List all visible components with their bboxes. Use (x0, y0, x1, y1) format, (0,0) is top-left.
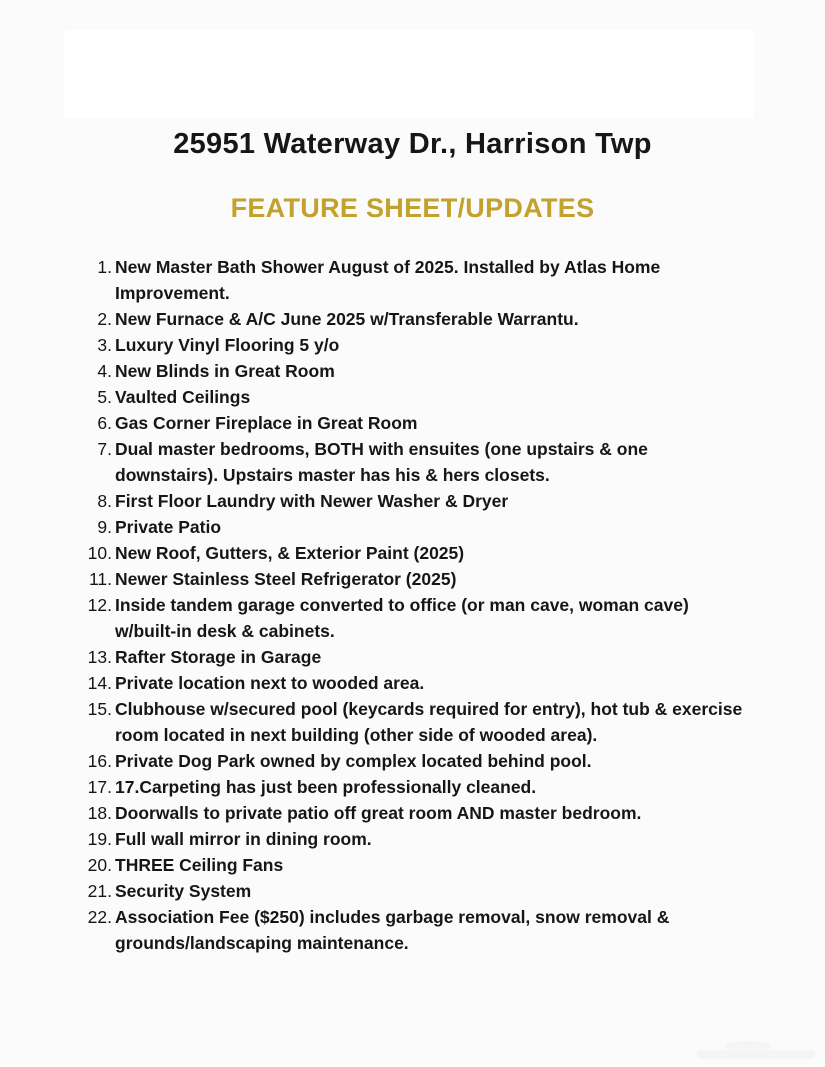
list-item-number: 1. (97, 257, 112, 277)
list-item (79, 644, 752, 670)
list-item-number: 20. (87, 855, 112, 875)
watermark-text-shape (697, 1050, 815, 1059)
list-item-text: New Roof, Gutters, & Exterior Paint (2025) (115, 543, 465, 563)
list-item (79, 878, 752, 904)
list-item-text: Clubhouse w/secured pool (keycards required for entry), hot tub & exercise room located in next building (other side of wooded area). (115, 699, 743, 745)
list-item (79, 566, 752, 592)
list-item-text: Vaulted Ceilings (115, 387, 251, 407)
list-item (79, 696, 752, 748)
list-item-number: 19. (87, 829, 112, 849)
list-item-number: 12. (87, 595, 112, 615)
list-item-text: Luxury Vinyl Flooring 5 y/o (115, 335, 340, 355)
list-item (79, 410, 752, 436)
list-item-text: First Floor Laundry with Newer Washer & Dryer (115, 491, 509, 511)
list-item (79, 852, 752, 878)
list-item-number: 18. (87, 803, 112, 823)
list-item (79, 774, 752, 800)
list-item-number: 6. (97, 413, 112, 433)
list-item (79, 826, 752, 852)
list-item-number: 9. (97, 517, 112, 537)
list-item (79, 384, 752, 410)
list-item-number: 4. (97, 361, 112, 381)
list-item-number: 10. (87, 543, 112, 563)
list-item-number: 17. (87, 777, 112, 797)
list-item-text: Private Dog Park owned by complex located behind pool. (115, 751, 592, 771)
list-item-text: Doorwalls to private patio off great room AND master bedroom. (115, 803, 642, 823)
list-item (79, 800, 752, 826)
list-item (79, 436, 752, 488)
list-item-number: 2. (97, 309, 112, 329)
list-item-text: Association Fee ($250) includes garbage removal, snow removal & grounds/landscaping maintenance. (115, 907, 670, 953)
list-item (79, 514, 752, 540)
list-item (79, 540, 752, 566)
list-item-text: New Blinds in Great Room (115, 361, 335, 381)
list-item (79, 748, 752, 774)
list-item-text: Gas Corner Fireplace in Great Room (115, 413, 418, 433)
list-item-text: Inside tandem garage converted to office (or man cave, woman cave) w/built-in desk & cabinets. (115, 595, 689, 641)
list-item (79, 358, 752, 384)
list-item-text: Private Patio (115, 517, 222, 537)
list-item-text: Private location next to wooded area. (115, 673, 425, 693)
feature-list (79, 254, 752, 956)
list-item-text: Newer Stainless Steel Refrigerator (2025) (115, 569, 457, 589)
list-item-text: New Master Bath Shower August of 2025. Installed by Atlas Home Improvement. (115, 257, 661, 303)
list-item-number: 16. (87, 751, 112, 771)
list-item-number: 22. (87, 907, 112, 927)
list-item (79, 332, 752, 358)
list-item (79, 254, 752, 306)
list-item-text: Security System (115, 881, 252, 901)
watermark-logo (697, 1041, 815, 1059)
list-item (79, 488, 752, 514)
list-item (79, 592, 752, 644)
list-item (79, 670, 752, 696)
list-item-number: 11. (88, 569, 112, 589)
list-item-number: 21. (87, 881, 112, 901)
list-item-number: 15. (87, 699, 112, 719)
page-subtitle: FEATURE SHEET/UPDATES (230, 193, 595, 223)
list-item-number: 14. (87, 673, 112, 693)
list-item-number: 13. (87, 647, 112, 667)
list-item-text: Full wall mirror in dining room. (115, 829, 372, 849)
list-item-number: 7. (97, 439, 112, 459)
list-item (79, 306, 752, 332)
list-item-number: 8. (97, 491, 112, 511)
list-item-text: New Furnace & A/C June 2025 w/Transferable Warrantu. (115, 309, 579, 329)
list-item-number: 5. (97, 387, 112, 407)
list-item-text: 17.Carpeting has just been professionally cleaned. (115, 777, 537, 797)
list-item-text: Dual master bedrooms, BOTH with ensuites (one upstairs & one downstairs). Upstairs master has his & hers closets. (115, 439, 648, 485)
list-item-text: THREE Ceiling Fans (115, 855, 284, 875)
watermark-roof-shape (725, 1041, 771, 1049)
list-item-text: Rafter Storage in Garage (115, 647, 322, 667)
list-item-number: 3. (97, 335, 112, 355)
list-item (79, 904, 752, 956)
page-title: 25951 Waterway Dr., Harrison Twp (173, 128, 652, 160)
